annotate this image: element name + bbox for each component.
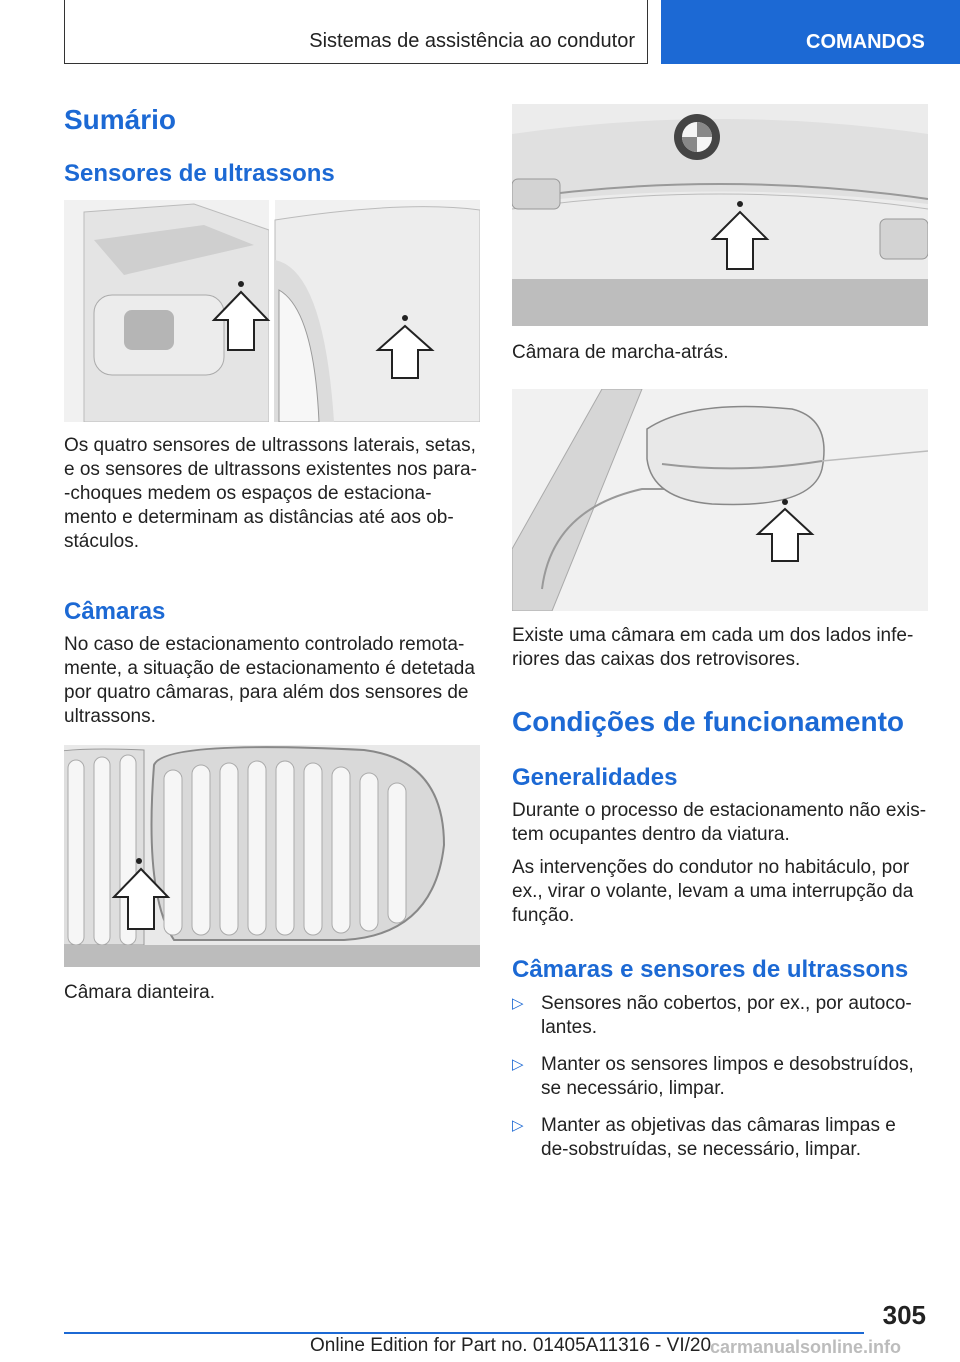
requirements-list: [512, 992, 928, 1175]
heading-operating-conditions: Condições de funcionamento: [512, 706, 905, 737]
side-mirror-illustration: [512, 389, 928, 611]
cameras-description: No caso de estacionamento controlado remota-mente, a situação de estacionamento é detetada por quatro câmaras, para além dos sensores de ultrassons.: [64, 634, 475, 727]
rear-trunk-illustration: [512, 104, 928, 326]
bullet-triangle-icon: ▷: [512, 1117, 524, 1134]
rear-camera-caption: Câmara de marcha-atrás.: [512, 342, 729, 363]
chapter-title: Sistemas de assistência ao condutor: [309, 30, 635, 52]
heading-cameras-sensors: Câmaras e sensores de ultrassons: [512, 956, 909, 983]
figure-mirror-camera: [512, 389, 928, 611]
list-item: ▷ Manter as objetivas das câmaras limpas e de-sobstruídas, se necessário, limpar.: [512, 1115, 896, 1160]
footer-edition: Online Edition for Part no. 01405A11316 - VI/20: [310, 1335, 712, 1356]
kidney-grille-illustration: [64, 745, 480, 967]
car-side-illustration: [64, 200, 480, 422]
bullet-triangle-icon: ▷: [512, 995, 524, 1012]
general-text-2: As intervenções do condutor no habitáculo, por ex., virar o volante, levam a uma interrupção da função.: [512, 857, 914, 926]
list-item: ▷ Manter os sensores limpos e desobstruídos, se necessário, limpar.: [512, 1054, 914, 1099]
mirror-camera-description: Existe uma câmara em cada um dos lados infe-riores das caixas dos retrovisores.: [512, 625, 914, 670]
footer-divider: [64, 1332, 864, 1334]
heading-cameras: Câmaras: [64, 598, 166, 625]
page-number: 305: [882, 1300, 926, 1330]
sensors-description: Os quatro sensores de ultrassons laterais, setas, e os sensores de ultrassons existentes nos para--choques medem os espaços de estaciona-mento e determinam as distâncias até aos ob-stáculos.: [64, 435, 477, 552]
heading-ultrasonic-sensors: Sensores de ultrassons: [64, 160, 335, 187]
list-item: ▷ Sensores não cobertos, por ex., por autoco-lantes.: [512, 993, 912, 1038]
section-label: COMANDOS: [806, 31, 925, 53]
heading-general: Generalidades: [512, 764, 678, 791]
bmw-logo: [674, 114, 720, 160]
bullet-triangle-icon: ▷: [512, 1056, 524, 1073]
figure-ultrasonic-sensors: [64, 200, 480, 422]
figure-rear-camera: [512, 104, 928, 326]
general-text-1: Durante o processo de estacionamento não exis-tem ocupantes dentro da viatura.: [512, 800, 927, 845]
page-heading-summary: Sumário: [64, 104, 177, 135]
watermark: carmanualsonline.info: [710, 1337, 902, 1357]
figure-front-camera: [64, 745, 480, 967]
front-camera-caption: Câmara dianteira.: [64, 982, 216, 1003]
header-chapter-box: [64, 0, 648, 64]
